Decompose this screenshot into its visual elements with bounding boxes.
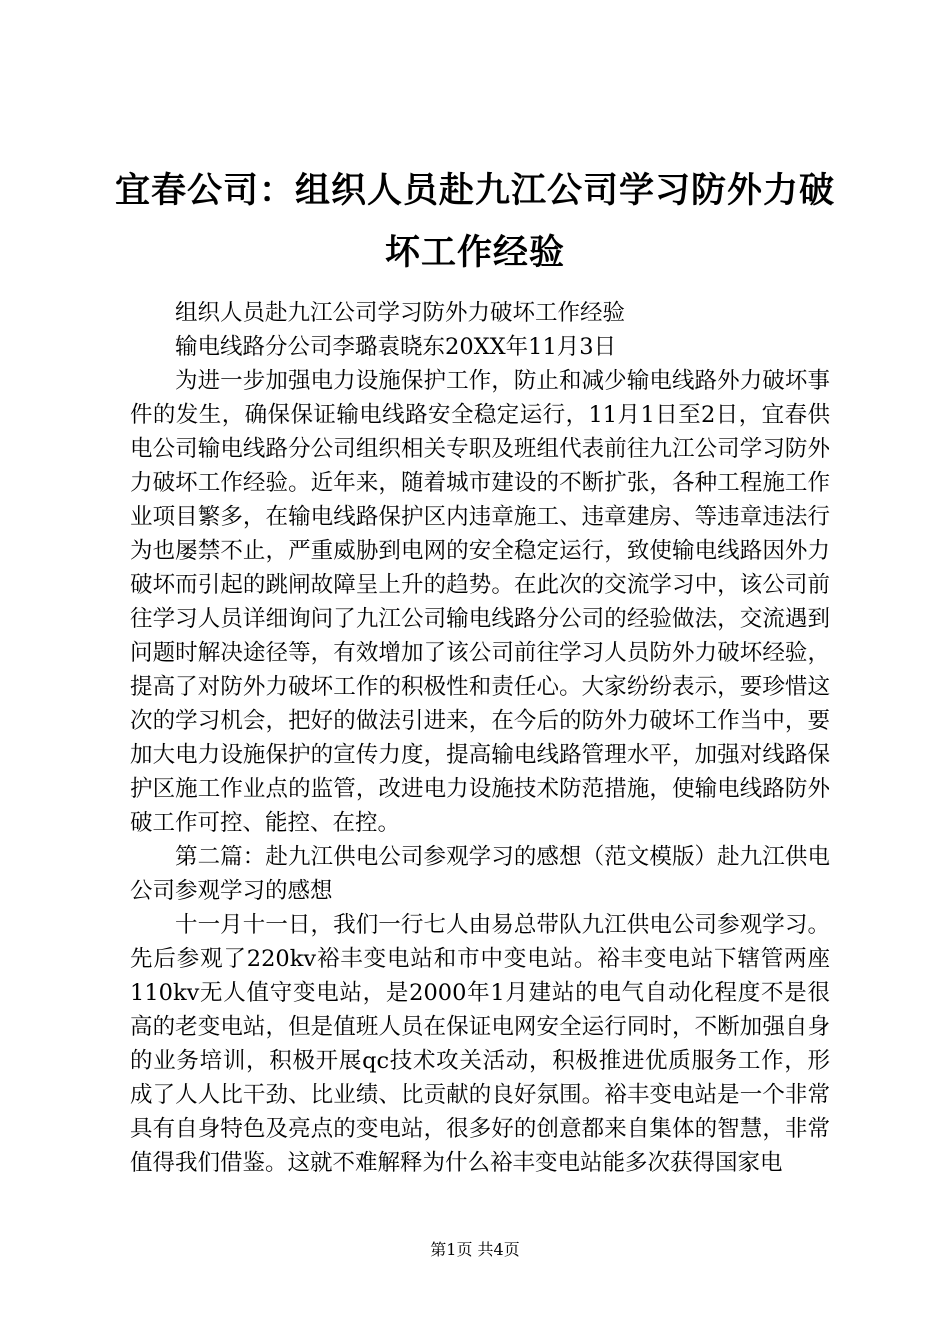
paragraph-byline: 输电线路分公司李璐袁晓东20XX年11月3日 [175,334,617,360]
paragraph-subtitle: 组织人员赴九江公司学习防外力破坏工作经验 [175,300,626,326]
document-title: 宜春公司：组织人员赴九江公司学习防外力破坏工作经验 [114,170,835,273]
paragraph-section-heading: 第二篇：赴九江供电公司参观学习的感想（范文模版）赴九江供电公司参观学习的感想 [130,844,830,904]
page-footer: 第1页 共4页 [430,1240,520,1259]
paragraph-body: 十一月十一日，我们一行七人由易总带队九江供电公司参观学习。先后参观了220kv裕丰变电站和市中变电站。裕丰变电站下辖管两座110kv无人值守变电站，是2000年1月建站的电气自动化程度不是很高的老变电站，但是值班人员在保证电网安全运行同时，不断加强自身的业务培训，积极开展qc技术攻关活动，积极推进优质服务工作，形成了人人比干劲、比业绩、比贡献的良好氛围。裕丰变电站是一个非常具有自身特色及亮点的变电站，很多好的创意都来自集体的智慧，非常值得我们借鉴。这就不难解释为什么裕丰变电站能多次获得国家电 [130,912,830,1176]
paragraph-body: 为进一步加强电力设施保护工作，防止和减少输电线路外力破坏事件的发生，确保保证输电线路安全稳定运行，11月1日至2日，宜春供电公司输电线路分公司组织相关专职及班组代表前往九江公司学习防外力破坏工作经验。近年来，随着城市建设的不断扩张，各种工程施工作业项目繁多，在输电线路保护区内违章施工、违章建房、等违章违法行为也屡禁不止，严重威胁到电网的安全稳定运行，致使输电线路因外力破坏而引起的跳闸故障呈上升的趋势。在此次的交流学习中，该公司前往学习人员详细询问了九江公司输电线路分公司的经验做法，交流遇到问题时解决途径等，有效增加了该公司前往学习人员防外力破坏经验，提高了对防外力破坏工作的积极性和责任心。大家纷纷表示，要珍惜这次的学习机会，把好的做法引进来，在今后的防外力破坏工作当中，要加大电力设施保护的宣传力度，提高输电线路管理水平，加强对线路保护区施工作业点的监管，改进电力设施技术防范措施，使输电线路防外破工作可控、能控、在控。 [130,368,830,836]
document-body [130,296,830,1180]
